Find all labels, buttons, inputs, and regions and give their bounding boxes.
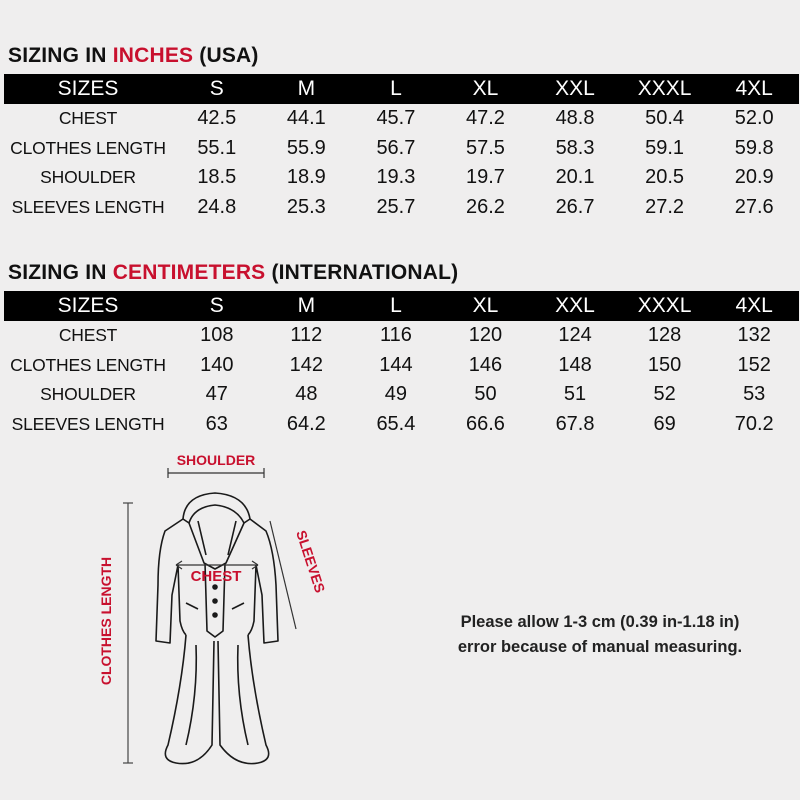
table-cell: 116 — [379, 324, 412, 347]
table-cell: 18.5 — [197, 166, 237, 189]
inches-size-table — [4, 74, 799, 222]
table-cell: 112 — [290, 324, 323, 347]
inches-section-title — [8, 44, 259, 68]
table-cell: 49 — [384, 383, 408, 406]
row-label: CHEST — [58, 325, 118, 346]
row-label: SHOULDER — [40, 384, 136, 405]
shoulder-label: SHOULDER — [176, 452, 256, 468]
header-cell: SIZES — [4, 291, 172, 321]
inches-title-accent: INCHES — [112, 44, 194, 67]
table-cell: 144 — [379, 353, 413, 376]
table-cell: 124 — [558, 324, 592, 347]
table-cell: 26.2 — [466, 195, 505, 218]
table-cell: 142 — [289, 353, 324, 376]
table-cell: 48 — [295, 383, 318, 406]
table-cell: 50 — [474, 383, 497, 406]
centimeters-section-title — [8, 261, 458, 285]
row-label: CHEST — [58, 108, 118, 129]
table-cell: 19.3 — [376, 166, 416, 189]
table-cell: 70.2 — [734, 412, 774, 435]
table-cell: 25.7 — [376, 195, 416, 218]
header-cell: S — [172, 291, 262, 321]
coat-measurement-diagram — [0, 445, 430, 800]
clothes-length-label: CLOTHES LENGTH — [98, 556, 114, 686]
table-cell: 58.3 — [555, 136, 595, 159]
table-cell: 146 — [468, 353, 503, 376]
table-cell: 20.5 — [645, 166, 685, 189]
measurement-note — [420, 610, 780, 660]
chest-label: CHEST — [190, 568, 242, 585]
header-cell: SIZES — [4, 74, 172, 104]
table-cell: 52.0 — [734, 107, 774, 130]
table-cell: 59.8 — [734, 136, 774, 159]
table-cell: 150 — [647, 353, 682, 376]
centimeters-title-accent: CENTIMETERS — [112, 261, 266, 284]
table-cell: 132 — [737, 324, 771, 347]
centimeters-title-suffix: (INTERNATIONAL) — [271, 261, 459, 284]
table-header-row — [4, 291, 799, 321]
header-cell: XXL — [530, 291, 620, 321]
table-cell: 25.3 — [286, 195, 326, 218]
table-row — [4, 321, 799, 351]
table-cell: 55.1 — [197, 136, 237, 159]
table-cell: 152 — [737, 353, 771, 376]
table-cell: 108 — [200, 324, 234, 347]
table-cell: 59.1 — [645, 136, 685, 159]
header-cell: L — [351, 74, 441, 104]
table-cell: 45.7 — [376, 107, 416, 130]
table-cell: 52 — [653, 383, 676, 406]
table-cell: 55.9 — [286, 136, 326, 159]
table-cell: 53 — [743, 383, 766, 406]
row-label: SLEEVES LENGTH — [11, 413, 165, 434]
table-row — [4, 380, 799, 410]
sleeves-measure-line — [270, 521, 296, 629]
header-cell: XXL — [530, 74, 620, 104]
header-cell: 4XL — [709, 291, 799, 321]
table-cell: 51 — [563, 383, 587, 406]
note-line-1: Please allow 1-3 cm (0.39 in-1.18 in) — [460, 613, 740, 631]
header-cell: XXXL — [620, 74, 710, 104]
table-row — [4, 351, 799, 381]
table-row — [4, 410, 799, 440]
row-label: CLOTHES LENGTH — [10, 354, 166, 375]
header-cell: S — [172, 74, 262, 104]
table-cell: 120 — [468, 324, 503, 347]
row-label: SLEEVES LENGTH — [11, 196, 165, 217]
header-cell: L — [351, 291, 441, 321]
table-cell: 18.9 — [286, 166, 326, 189]
header-cell: M — [262, 291, 352, 321]
inches-title-suffix: (USA) — [199, 44, 259, 67]
table-cell: 56.7 — [376, 136, 416, 159]
header-cell: XXXL — [620, 291, 710, 321]
table-cell: 50.4 — [645, 107, 685, 130]
table-cell: 57.5 — [466, 136, 505, 159]
row-label: SHOULDER — [40, 167, 136, 188]
row-label: CLOTHES LENGTH — [10, 137, 166, 158]
sleeves-label: SLEEVES — [293, 528, 329, 595]
table-cell: 19.7 — [466, 166, 505, 189]
table-cell: 48.8 — [555, 107, 595, 130]
note-line-2: error because of manual measuring. — [457, 638, 743, 656]
table-cell: 63 — [205, 412, 228, 435]
table-cell: 140 — [200, 353, 234, 376]
table-cell: 42.5 — [197, 107, 237, 130]
table-row — [4, 193, 799, 223]
centimeters-title-prefix: SIZING IN — [8, 261, 107, 284]
table-cell: 47 — [205, 383, 228, 406]
table-cell: 27.2 — [645, 195, 685, 218]
table-cell: 67.8 — [555, 412, 595, 435]
table-cell: 26.7 — [555, 195, 595, 218]
table-cell: 24.8 — [197, 195, 237, 218]
table-cell: 128 — [647, 324, 682, 347]
table-cell: 20.1 — [555, 166, 595, 189]
table-row — [4, 134, 799, 164]
table-cell: 148 — [558, 353, 592, 376]
inches-title-prefix: SIZING IN — [8, 44, 107, 67]
table-row — [4, 104, 799, 134]
table-cell: 65.4 — [376, 412, 416, 435]
header-cell: XL — [441, 74, 531, 104]
tailcoat-icon — [156, 493, 278, 764]
table-header-row — [4, 74, 799, 104]
table-cell: 64.2 — [286, 412, 326, 435]
table-cell: 47.2 — [466, 107, 505, 130]
table-cell: 20.9 — [734, 166, 774, 189]
table-cell: 66.6 — [466, 412, 505, 435]
table-cell: 44.1 — [286, 107, 326, 130]
table-row — [4, 163, 799, 193]
table-cell: 69 — [653, 412, 676, 435]
table-cell: 27.6 — [734, 195, 774, 218]
header-cell: M — [262, 74, 352, 104]
header-cell: 4XL — [709, 74, 799, 104]
centimeters-size-table — [4, 291, 799, 439]
header-cell: XL — [441, 291, 531, 321]
